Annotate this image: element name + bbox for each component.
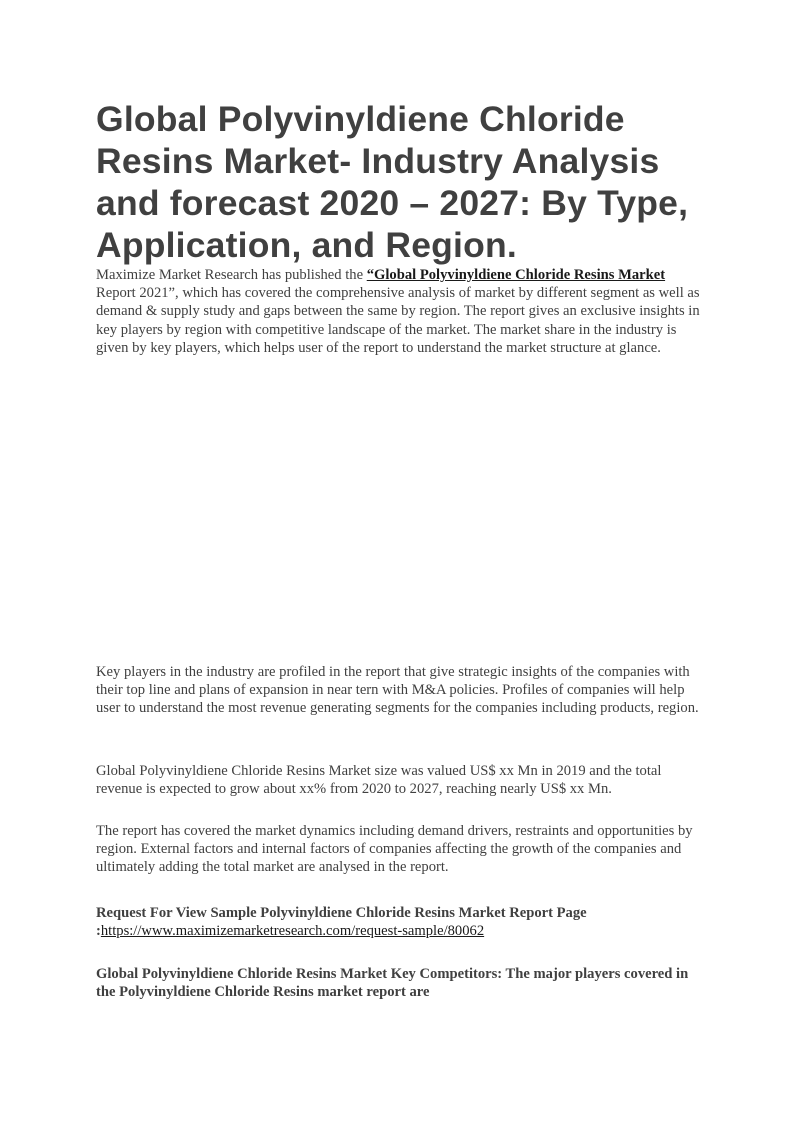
key-players-paragraph: Key players in the industry are profiled in the report that give strategic insights of the companies with their top line and plans of expansion in near tern with M&A policies. Profiles of companies will help user to understand the most revenue generating segments for the companies including products, region. bbox=[96, 664, 699, 717]
document-title: Global Polyvinyldiene Chloride Resins Market- Industry Analysis and forecast 2020 – 2027: By Type, Application, and Region. bbox=[96, 99, 689, 265]
request-sample-link[interactable]: https://www.maximizemarketresearch.com/request-sample/80062 bbox=[100, 923, 485, 940]
intro-prefix: Maximize Market Research has published the bbox=[96, 267, 367, 283]
request-sample-paragraph bbox=[96, 904, 706, 940]
competitors-heading: Global Polyvinyldiene Chloride Resins Market Key Competitors: The major players covered in the Polyvinyldiene Chloride Resins market report are bbox=[96, 966, 689, 1001]
intro-suffix: Report 2021”, which has covered the comprehensive analysis of market by different segment as well as demand & supply study and gaps between the same by region. The report gives an exclusive insights in key players by region with competitive landscape of the market. The market share in the industry is given by key players, which helps user of the report to understand the market structure at glance. bbox=[96, 285, 700, 356]
market-dynamics-paragraph: The report has covered the market dynamics including demand drivers, restraints and opportunities by region. External factors and internal factors of companies affecting the growth of the companies and ultimately adding the total market are analysed in the report. bbox=[96, 823, 693, 876]
document-page bbox=[96, 98, 706, 1001]
report-title-link[interactable]: “Global Polyvinyldiene Chloride Resins Market bbox=[366, 267, 666, 283]
market-size-paragraph: Global Polyvinyldiene Chloride Resins Market size was valued US$ xx Mn in 2019 and the total revenue is expected to grow about xx% from 2020 to 2027, reaching nearly US$ xx Mn. bbox=[96, 763, 662, 798]
intro-paragraph bbox=[96, 266, 706, 357]
request-sample-label: Request For View Sample Polyvinyldiene Chloride Resins Market Report Page : bbox=[96, 905, 587, 940]
